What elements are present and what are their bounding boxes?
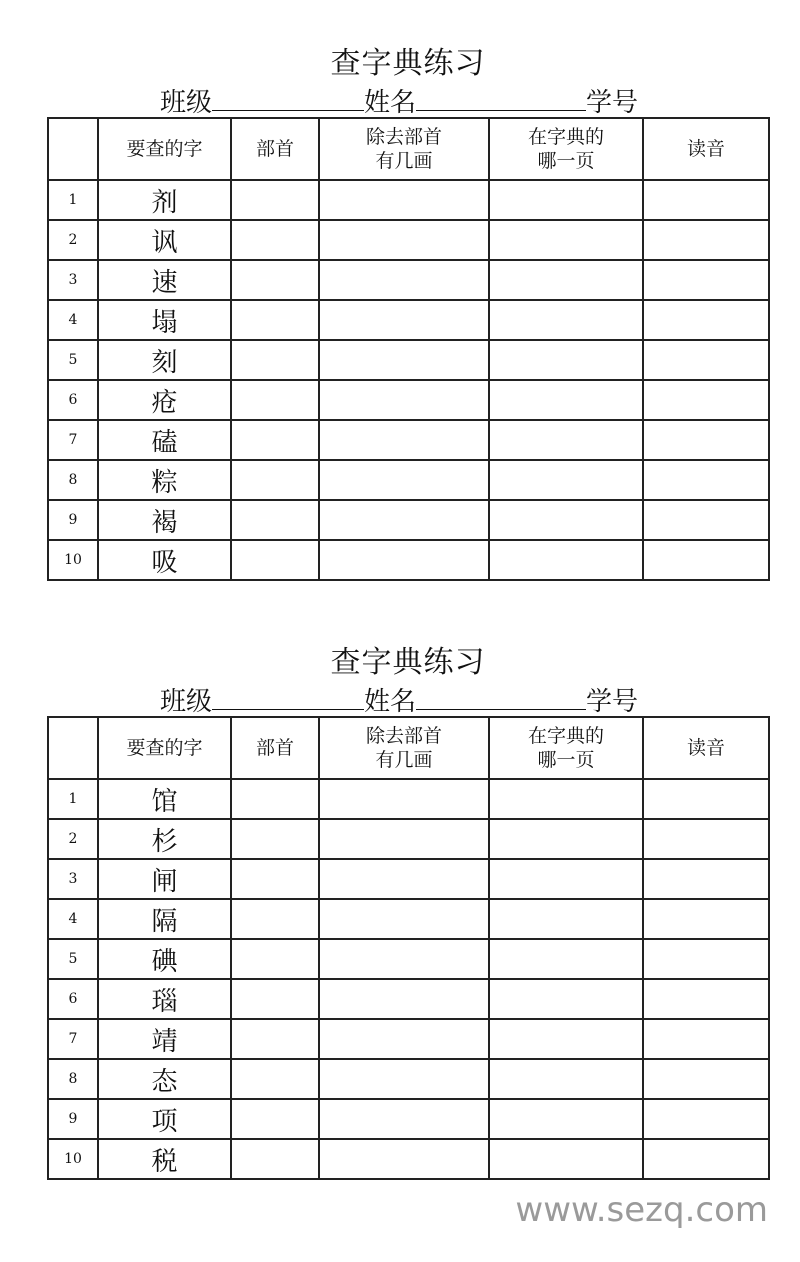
name-blank[interactable] (416, 88, 586, 111)
pronunciation-cell[interactable] (643, 859, 769, 899)
row-number: 6 (48, 380, 98, 420)
table-row (48, 939, 769, 979)
table-row (48, 260, 769, 300)
page-number-cell[interactable] (489, 899, 643, 939)
stroke-count-cell[interactable] (319, 819, 489, 859)
row-number: 9 (48, 500, 98, 540)
column-header (48, 717, 98, 779)
table-row (48, 500, 769, 540)
pronunciation-cell[interactable] (643, 1139, 769, 1179)
page-number-cell[interactable] (489, 1059, 643, 1099)
table-row (48, 859, 769, 899)
stroke-count-cell[interactable] (319, 1059, 489, 1099)
row-number: 4 (48, 300, 98, 340)
radical-cell[interactable] (231, 340, 319, 380)
stroke-count-cell[interactable] (319, 260, 489, 300)
row-number: 8 (48, 1059, 98, 1099)
lookup-character: 疮 (98, 380, 231, 420)
pronunciation-cell[interactable] (643, 500, 769, 540)
stroke-count-cell[interactable] (319, 420, 489, 460)
lookup-character: 税 (98, 1139, 231, 1179)
radical-cell[interactable] (231, 500, 319, 540)
pronunciation-cell[interactable] (643, 180, 769, 220)
pronunciation-cell[interactable] (643, 420, 769, 460)
row-number: 10 (48, 540, 98, 580)
column-header: 除去部首 有几画 (319, 717, 489, 779)
pronunciation-cell[interactable] (643, 779, 769, 819)
table-row (48, 1139, 769, 1179)
page-number-cell[interactable] (489, 180, 643, 220)
pronunciation-cell[interactable] (643, 939, 769, 979)
pronunciation-cell[interactable] (643, 220, 769, 260)
stroke-count-cell[interactable] (319, 380, 489, 420)
row-number: 2 (48, 819, 98, 859)
pronunciation-cell[interactable] (643, 340, 769, 380)
radical-cell[interactable] (231, 1099, 319, 1139)
class-label: 班级 (160, 88, 213, 118)
student-id-label: 学号 (586, 88, 639, 118)
row-number: 2 (48, 220, 98, 260)
column-header (48, 118, 98, 180)
table-row (48, 1019, 769, 1059)
row-number: 5 (48, 939, 98, 979)
radical-cell[interactable] (231, 779, 319, 819)
lookup-character: 闸 (98, 859, 231, 899)
row-number: 8 (48, 460, 98, 500)
table-row (48, 220, 769, 260)
table-row (48, 979, 769, 1019)
radical-cell[interactable] (231, 859, 319, 899)
lookup-character: 塌 (98, 300, 231, 340)
column-header: 要查的字 (98, 717, 231, 779)
lookup-character: 项 (98, 1099, 231, 1139)
radical-cell[interactable] (231, 819, 319, 859)
radical-cell[interactable] (231, 899, 319, 939)
pronunciation-cell[interactable] (643, 899, 769, 939)
lookup-character: 碘 (98, 939, 231, 979)
radical-cell[interactable] (231, 939, 319, 979)
lookup-character: 杉 (98, 819, 231, 859)
table-row (48, 420, 769, 460)
worksheet-title: 查字典练习 (330, 46, 486, 81)
stroke-count-cell[interactable] (319, 939, 489, 979)
lookup-character: 隔 (98, 899, 231, 939)
table-row (48, 1059, 769, 1099)
column-header: 读音 (643, 717, 769, 779)
table-row (48, 340, 769, 380)
row-number: 1 (48, 180, 98, 220)
radical-cell[interactable] (231, 380, 319, 420)
page-number-cell[interactable] (489, 859, 643, 899)
stroke-count-cell[interactable] (319, 1019, 489, 1059)
table-row (48, 1099, 769, 1139)
pronunciation-cell[interactable] (643, 1099, 769, 1139)
row-number: 3 (48, 859, 98, 899)
table-row (48, 380, 769, 420)
dictionary-table (47, 716, 770, 1180)
pronunciation-cell[interactable] (643, 460, 769, 500)
lookup-character: 刻 (98, 340, 231, 380)
stroke-count-cell[interactable] (319, 859, 489, 899)
row-number: 3 (48, 260, 98, 300)
stroke-count-cell[interactable] (319, 979, 489, 1019)
column-header: 在字典的 哪一页 (489, 717, 643, 779)
page-number-cell[interactable] (489, 340, 643, 380)
column-header: 在字典的 哪一页 (489, 118, 643, 180)
pronunciation-cell[interactable] (643, 380, 769, 420)
page-number-cell[interactable] (489, 1099, 643, 1139)
row-number: 7 (48, 1019, 98, 1059)
worksheet-title: 查字典练习 (330, 645, 486, 680)
radical-cell[interactable] (231, 460, 319, 500)
lookup-character: 粽 (98, 460, 231, 500)
lookup-character: 讽 (98, 220, 231, 260)
pronunciation-cell[interactable] (643, 819, 769, 859)
stroke-count-cell[interactable] (319, 899, 489, 939)
name-label: 姓名 (364, 687, 417, 717)
page-number-cell[interactable] (489, 460, 643, 500)
radical-cell[interactable] (231, 540, 319, 580)
radical-cell[interactable] (231, 1019, 319, 1059)
stroke-count-cell[interactable] (319, 340, 489, 380)
name-blank[interactable] (416, 687, 586, 710)
column-header: 要查的字 (98, 118, 231, 180)
class-blank[interactable] (212, 88, 364, 111)
page-number-cell[interactable] (489, 420, 643, 460)
lookup-character: 态 (98, 1059, 231, 1099)
row-number: 5 (48, 340, 98, 380)
pronunciation-cell[interactable] (643, 1019, 769, 1059)
radical-cell[interactable] (231, 220, 319, 260)
table-row (48, 819, 769, 859)
lookup-character: 速 (98, 260, 231, 300)
student-info-line (160, 681, 638, 718)
radical-cell[interactable] (231, 180, 319, 220)
page-number-cell[interactable] (489, 500, 643, 540)
column-header: 读音 (643, 118, 769, 180)
row-number: 1 (48, 779, 98, 819)
table-row (48, 779, 769, 819)
lookup-character: 磕 (98, 420, 231, 460)
pronunciation-cell[interactable] (643, 260, 769, 300)
radical-cell[interactable] (231, 260, 319, 300)
table-row (48, 899, 769, 939)
radical-cell[interactable] (231, 420, 319, 460)
stroke-count-cell[interactable] (319, 540, 489, 580)
lookup-character: 吸 (98, 540, 231, 580)
stroke-count-cell[interactable] (319, 180, 489, 220)
row-number: 6 (48, 979, 98, 1019)
column-header: 部首 (231, 118, 319, 180)
page-number-cell[interactable] (489, 220, 643, 260)
student-info-line (160, 82, 638, 119)
header-row (48, 118, 769, 180)
stroke-count-cell[interactable] (319, 300, 489, 340)
page-number-cell[interactable] (489, 300, 643, 340)
radical-cell[interactable] (231, 1139, 319, 1179)
stroke-count-cell[interactable] (319, 460, 489, 500)
radical-cell[interactable] (231, 300, 319, 340)
pronunciation-cell[interactable] (643, 1059, 769, 1099)
page-number-cell[interactable] (489, 819, 643, 859)
page-number-cell[interactable] (489, 260, 643, 300)
class-label: 班级 (160, 687, 213, 717)
table-row (48, 460, 769, 500)
page-number-cell[interactable] (489, 779, 643, 819)
stroke-count-cell[interactable] (319, 220, 489, 260)
student-id-label: 学号 (586, 687, 639, 717)
lookup-character: 剂 (98, 180, 231, 220)
row-number: 4 (48, 899, 98, 939)
stroke-count-cell[interactable] (319, 1139, 489, 1179)
table-row (48, 180, 769, 220)
watermark: www.sezq.com (515, 1190, 768, 1230)
row-number: 10 (48, 1139, 98, 1179)
pronunciation-cell[interactable] (643, 979, 769, 1019)
table-row (48, 300, 769, 340)
lookup-character: 靖 (98, 1019, 231, 1059)
page-number-cell[interactable] (489, 1019, 643, 1059)
dictionary-table (47, 117, 770, 581)
radical-cell[interactable] (231, 1059, 319, 1099)
page-number-cell[interactable] (489, 1139, 643, 1179)
page-number-cell[interactable] (489, 979, 643, 1019)
page-number-cell[interactable] (489, 380, 643, 420)
pronunciation-cell[interactable] (643, 540, 769, 580)
table-row (48, 540, 769, 580)
pronunciation-cell[interactable] (643, 300, 769, 340)
lookup-character: 馆 (98, 779, 231, 819)
stroke-count-cell[interactable] (319, 779, 489, 819)
lookup-character: 褐 (98, 500, 231, 540)
column-header: 除去部首 有几画 (319, 118, 489, 180)
header-row (48, 717, 769, 779)
column-header: 部首 (231, 717, 319, 779)
page-number-cell[interactable] (489, 939, 643, 979)
page-number-cell[interactable] (489, 540, 643, 580)
name-label: 姓名 (364, 88, 417, 118)
class-blank[interactable] (212, 687, 364, 710)
row-number: 7 (48, 420, 98, 460)
lookup-character: 瑙 (98, 979, 231, 1019)
radical-cell[interactable] (231, 979, 319, 1019)
stroke-count-cell[interactable] (319, 1099, 489, 1139)
stroke-count-cell[interactable] (319, 500, 489, 540)
row-number: 9 (48, 1099, 98, 1139)
